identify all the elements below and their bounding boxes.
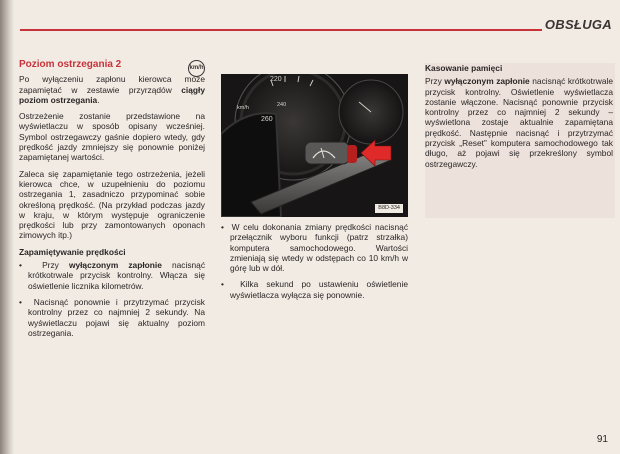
figure-label: B8D-334 (375, 204, 403, 213)
text: nacisnąć krótkotrwale przycisk kontrolny. Oświetlenie wyświetlacza zostanie włączone. Nacisnąć ponownie przycisk kontrolny przez co najmniej 2 sekundy – wyświetlona zostaje aktualnie zapamiętana prędkość. Następnie nacisnąć i przytrzymać przycisk „Reset” komputera samochodowego tak długo, aż pojawi się przekreślony symbol ostrzegawczy. (425, 76, 614, 169)
section-title: Poziom ostrzegania 2 (19, 59, 122, 70)
text: Przy (42, 260, 69, 271)
gauge-unit: km/h (237, 105, 249, 111)
gauge-number: 220 (270, 76, 282, 83)
bold-text: wyłączonym zapłonie (68, 260, 162, 271)
bullet-item-3: • W celu dokonania zmiany prędkości nacisnąć przełącznik wyboru funkcji (patrz strzałka) komputera samochodowego. Wartości zmieniają się wtedy w odstępach co 10 km/h w górę lub w dół. (221, 222, 409, 274)
text: Nacisnąć ponownie i przytrzymać przycisk kontrolny przez co najmniej 2 sekundy. Na wyświetlaczu pojawi się aktualny poziom ostrzegania. (28, 296, 205, 338)
bullet-item-4: • Kilka sekund po ustawieniu oświetlenie wyświetlacza wyłącza się ponownie. (221, 279, 408, 300)
show-through-text (430, 40, 433, 50)
speed-warning-icon: km/h (188, 60, 205, 77)
gauge-number: 260 (261, 116, 273, 123)
text: Po wyłączeniu zapłonu kierowca może zapamiętać w zestawie przyrządów (19, 74, 205, 95)
subsection-title: Zapamiętywanie prędkości (19, 246, 126, 257)
page-binding-shadow (0, 0, 14, 454)
paragraph-1 (19, 74, 205, 105)
text: Kilka sekund po ustawieniu oświetlenie wyświetlacza wyłącza się ponownie. (230, 279, 408, 300)
middle-column (221, 222, 408, 306)
text: nacisnąć krótkotrwale przycisk kontrolny. Włącza się oświetlenie licznika kilometrów. (28, 260, 206, 291)
header-rule (20, 29, 542, 31)
text: W celu dokonania zmiany prędkości nacisnąć przełącznik wyboru funkcji (patrz strzałka) komputera samochodowego. Wartości zmieniają się wtedy w odstępach co 10 km/h w górę lub w dół. (230, 222, 409, 274)
subsection-title-reset: Kasowanie pamięci (425, 63, 503, 73)
text: Przy (425, 76, 445, 87)
bullet-item-1: • Przy wyłączonym zapłonie nacisnąć krótkotrwale przycisk kontrolny. Włącza się oświetlenie licznika kilometrów. (19, 260, 206, 291)
stalk-figure (221, 74, 408, 217)
bold-text: wyłączonym zapłonie (444, 76, 530, 87)
text: . (97, 94, 100, 105)
reset-paragraph (425, 76, 613, 169)
page-number: 91 (596, 434, 608, 445)
paragraph-3: Zaleca się zapamiętanie tego ostrzeżenia, jeżeli kierowca chce, w uzupełnieniu do poziomu ostrzegania 1, zasadniczo przypominać sobie określoną prędkość. (Na przykład podczas jazdy w kraju, w którym występuje ograniczenie prędkości lub przy zamontowanych oponach zimowych itp.) (19, 168, 205, 241)
gauge-number: 240 (277, 102, 287, 108)
right-column (425, 63, 613, 175)
bold-text: ciągły poziom ostrzegania (19, 84, 205, 105)
instrument-cluster-illustration (221, 74, 408, 217)
left-column (19, 60, 205, 344)
header-title: OBSŁUGA (544, 17, 612, 32)
bullet-item-2: • Nacisnąć ponownie i przytrzymać przycisk kontrolny przez co najmniej 2 sekundy. Na wyświetlaczu pojawi się aktualny poziom ostrzegania. (19, 296, 205, 338)
paragraph-2: Ostrzeżenie zostanie przedstawione na wyświetlaczu w sposób opisany wcześniej. Symbol ostrzegawczy gaśnie dopiero wtedy, gdy prędkość jazdy zmniejszy się ponownie poniżej zapamiętanej wartości. (19, 111, 205, 163)
